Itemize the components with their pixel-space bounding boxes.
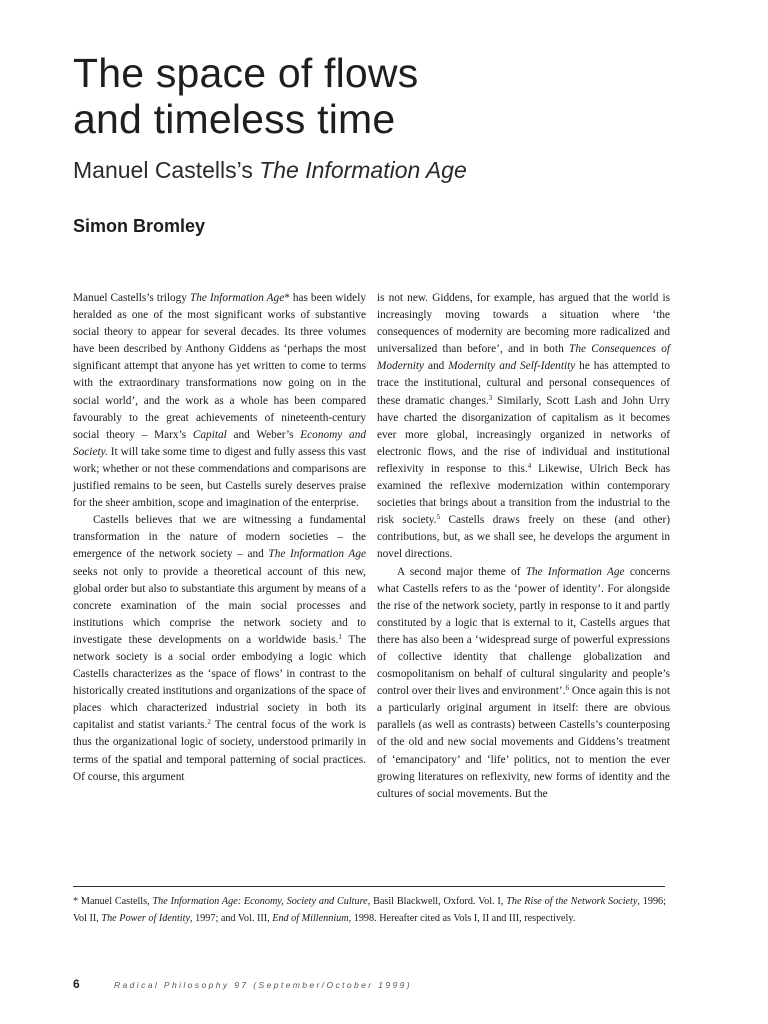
text-run: and — [424, 360, 449, 373]
title-line-1: The space of flows — [73, 50, 419, 96]
text-run: * has been widely heralded as one of the most significant works of substantive social theory to appear for several decades. Its three volumes have been described by Anthony Giddens as ‘perhaps the most significant attempt that anyone has yet written to come to terms with the extraordinary transformations now going on in the social world’, and the work as a whole has been compared favourably to the great achievements of nineteenth-century social theory – Marx’s — [73, 292, 366, 441]
left-text-column — [73, 290, 366, 786]
text-run: , 1996; Vol II, — [73, 896, 666, 924]
article-subtitle — [73, 155, 467, 185]
text-run: , Basil Blackwell, Oxford. Vol. I, — [367, 896, 507, 907]
text-run: , 1997; and Vol. III, — [189, 912, 273, 924]
footnote-divider — [73, 886, 665, 887]
italic-title: The Rise of the Network Society — [506, 896, 638, 907]
text-run: Castells draws freely on these (and other) contributions, but, as we shall see, he develops the argument in novel directions. — [377, 514, 670, 561]
italic-title: The Power of Identity — [101, 912, 190, 924]
footnote-marker: 3 — [488, 393, 493, 402]
footnote-marker: 1 — [338, 632, 342, 641]
italic-title: The Information Age — [189, 292, 285, 304]
paragraph — [377, 564, 670, 803]
text-run: , 1998. Hereafter cited as Vols I, II and III, respectively. — [348, 912, 576, 924]
text-run: Similarly, Scott Lash and John Urry have charted the disorganization of capitalism as it becomes ever more global, increasingly organized in networks of electronic flows, and the rise of individual and institutional reflexivity in response to this. — [377, 394, 670, 475]
text-run: Castells believes that we are witnessing a fundamental transformation in the nature of modern societies – the emergence of the network society – and — [73, 514, 366, 561]
italic-title: The Information Age: Economy, Society and Culture — [152, 896, 368, 907]
text-run: The network society is a social order embodying a logic which Castells characterizes as the ‘space of flows’ in contrast to the historically created institutions and organizations of the space of places which characterized industrial society in both its capitalist and statist variants. — [73, 633, 366, 732]
text-run: he has attempted to trace the institutional, cultural and personal consequences of these dramatic changes. — [377, 360, 670, 407]
text-run: * Manuel Castells, — [73, 896, 153, 907]
subtitle-prefix: Manuel Castells’s — [73, 157, 260, 183]
italic-title: The Consequences of Modernity — [377, 343, 670, 373]
page-number: 6 — [73, 977, 80, 991]
text-run: seeks not only to provide a theoretical account of this new, global order but also to substantiate this argument by means of a concrete examination of the main social processes and institutions which comprise the network society and to investigate these developments on a worldwide basis. — [73, 565, 366, 646]
italic-title: Economy and Society. — [73, 428, 366, 458]
text-run: The central focus of the work is thus the organizational logic of society, understood primarily in terms of the spatial and temporal patterning of social practices. Of course, this argument — [73, 719, 367, 783]
italic-title: The Information Age — [268, 548, 366, 561]
italic-title: Modernity and Self-Identity — [448, 360, 576, 373]
text-run: Likewise, Ulrich Beck has examined the reflexive modernization within contemporary societies that brings about a transition from the industrial to the risk society. — [377, 462, 670, 527]
footnote-marker: 6 — [565, 684, 569, 693]
paragraph — [73, 290, 366, 512]
text-run: It will take some time to digest and fully assess this vast work; whether or not these commendations and comparisons are justified remains to be seen, but Castells surely deserves praise for the sheer ambition, scope and imagination of the enterprise. — [73, 445, 366, 510]
text-run: is not new. Giddens, for example, has argued that the world is increasingly moving towards a situation where ‘the consequences of modernity are becoming more radicalized and universalized than before’, and in both — [377, 292, 670, 356]
italic-title: Capital — [192, 428, 227, 441]
text-run: and Weber’s — [226, 428, 301, 441]
paragraph — [377, 290, 670, 564]
text-run: A second major theme of — [397, 565, 526, 578]
footnote-marker: 4 — [527, 461, 532, 470]
footnote-marker: 2 — [207, 718, 211, 727]
running-footer: Radical Philosophy 97 (September/October 1999) — [114, 980, 412, 990]
italic-title: End of Millennium — [272, 912, 349, 924]
text-run: Once again this is not a particularly original argument in itself: there are obvious parallels (as well as contrasts) between Castells’s counterposing of the old and new social movements and Giddens’s treatment of ‘emancipatory’ and ‘life’ politics, not to mention the ever growing literatures on reflexivity, new forms of identity and the cultures of social movements. But the — [377, 685, 670, 800]
text-run: concerns what Castells refers to as the ‘power of identity’. For alongside the rise of the network society, partly in response to it and partly constituted by a logic that is external to it, Castells argues that there has also been a ‘widespread surge of powerful expressions of collective identity that challenge globalization and cosmopolitanism on behalf of cultural singularity and people’s control over their lives and environment’. — [377, 565, 670, 698]
article-title — [73, 50, 418, 142]
title-line-2: and timeless time — [73, 96, 396, 142]
footnote — [73, 894, 666, 927]
author-name: Simon Bromley — [73, 216, 206, 236]
right-text-column — [377, 290, 670, 803]
italic-title: The Information Age — [525, 565, 625, 578]
paragraph — [73, 512, 366, 786]
text-run: Manuel Castells’s trilogy — [73, 292, 190, 304]
footnote-marker: 5 — [436, 513, 441, 522]
subtitle-book-title: The Information Age — [259, 157, 467, 183]
